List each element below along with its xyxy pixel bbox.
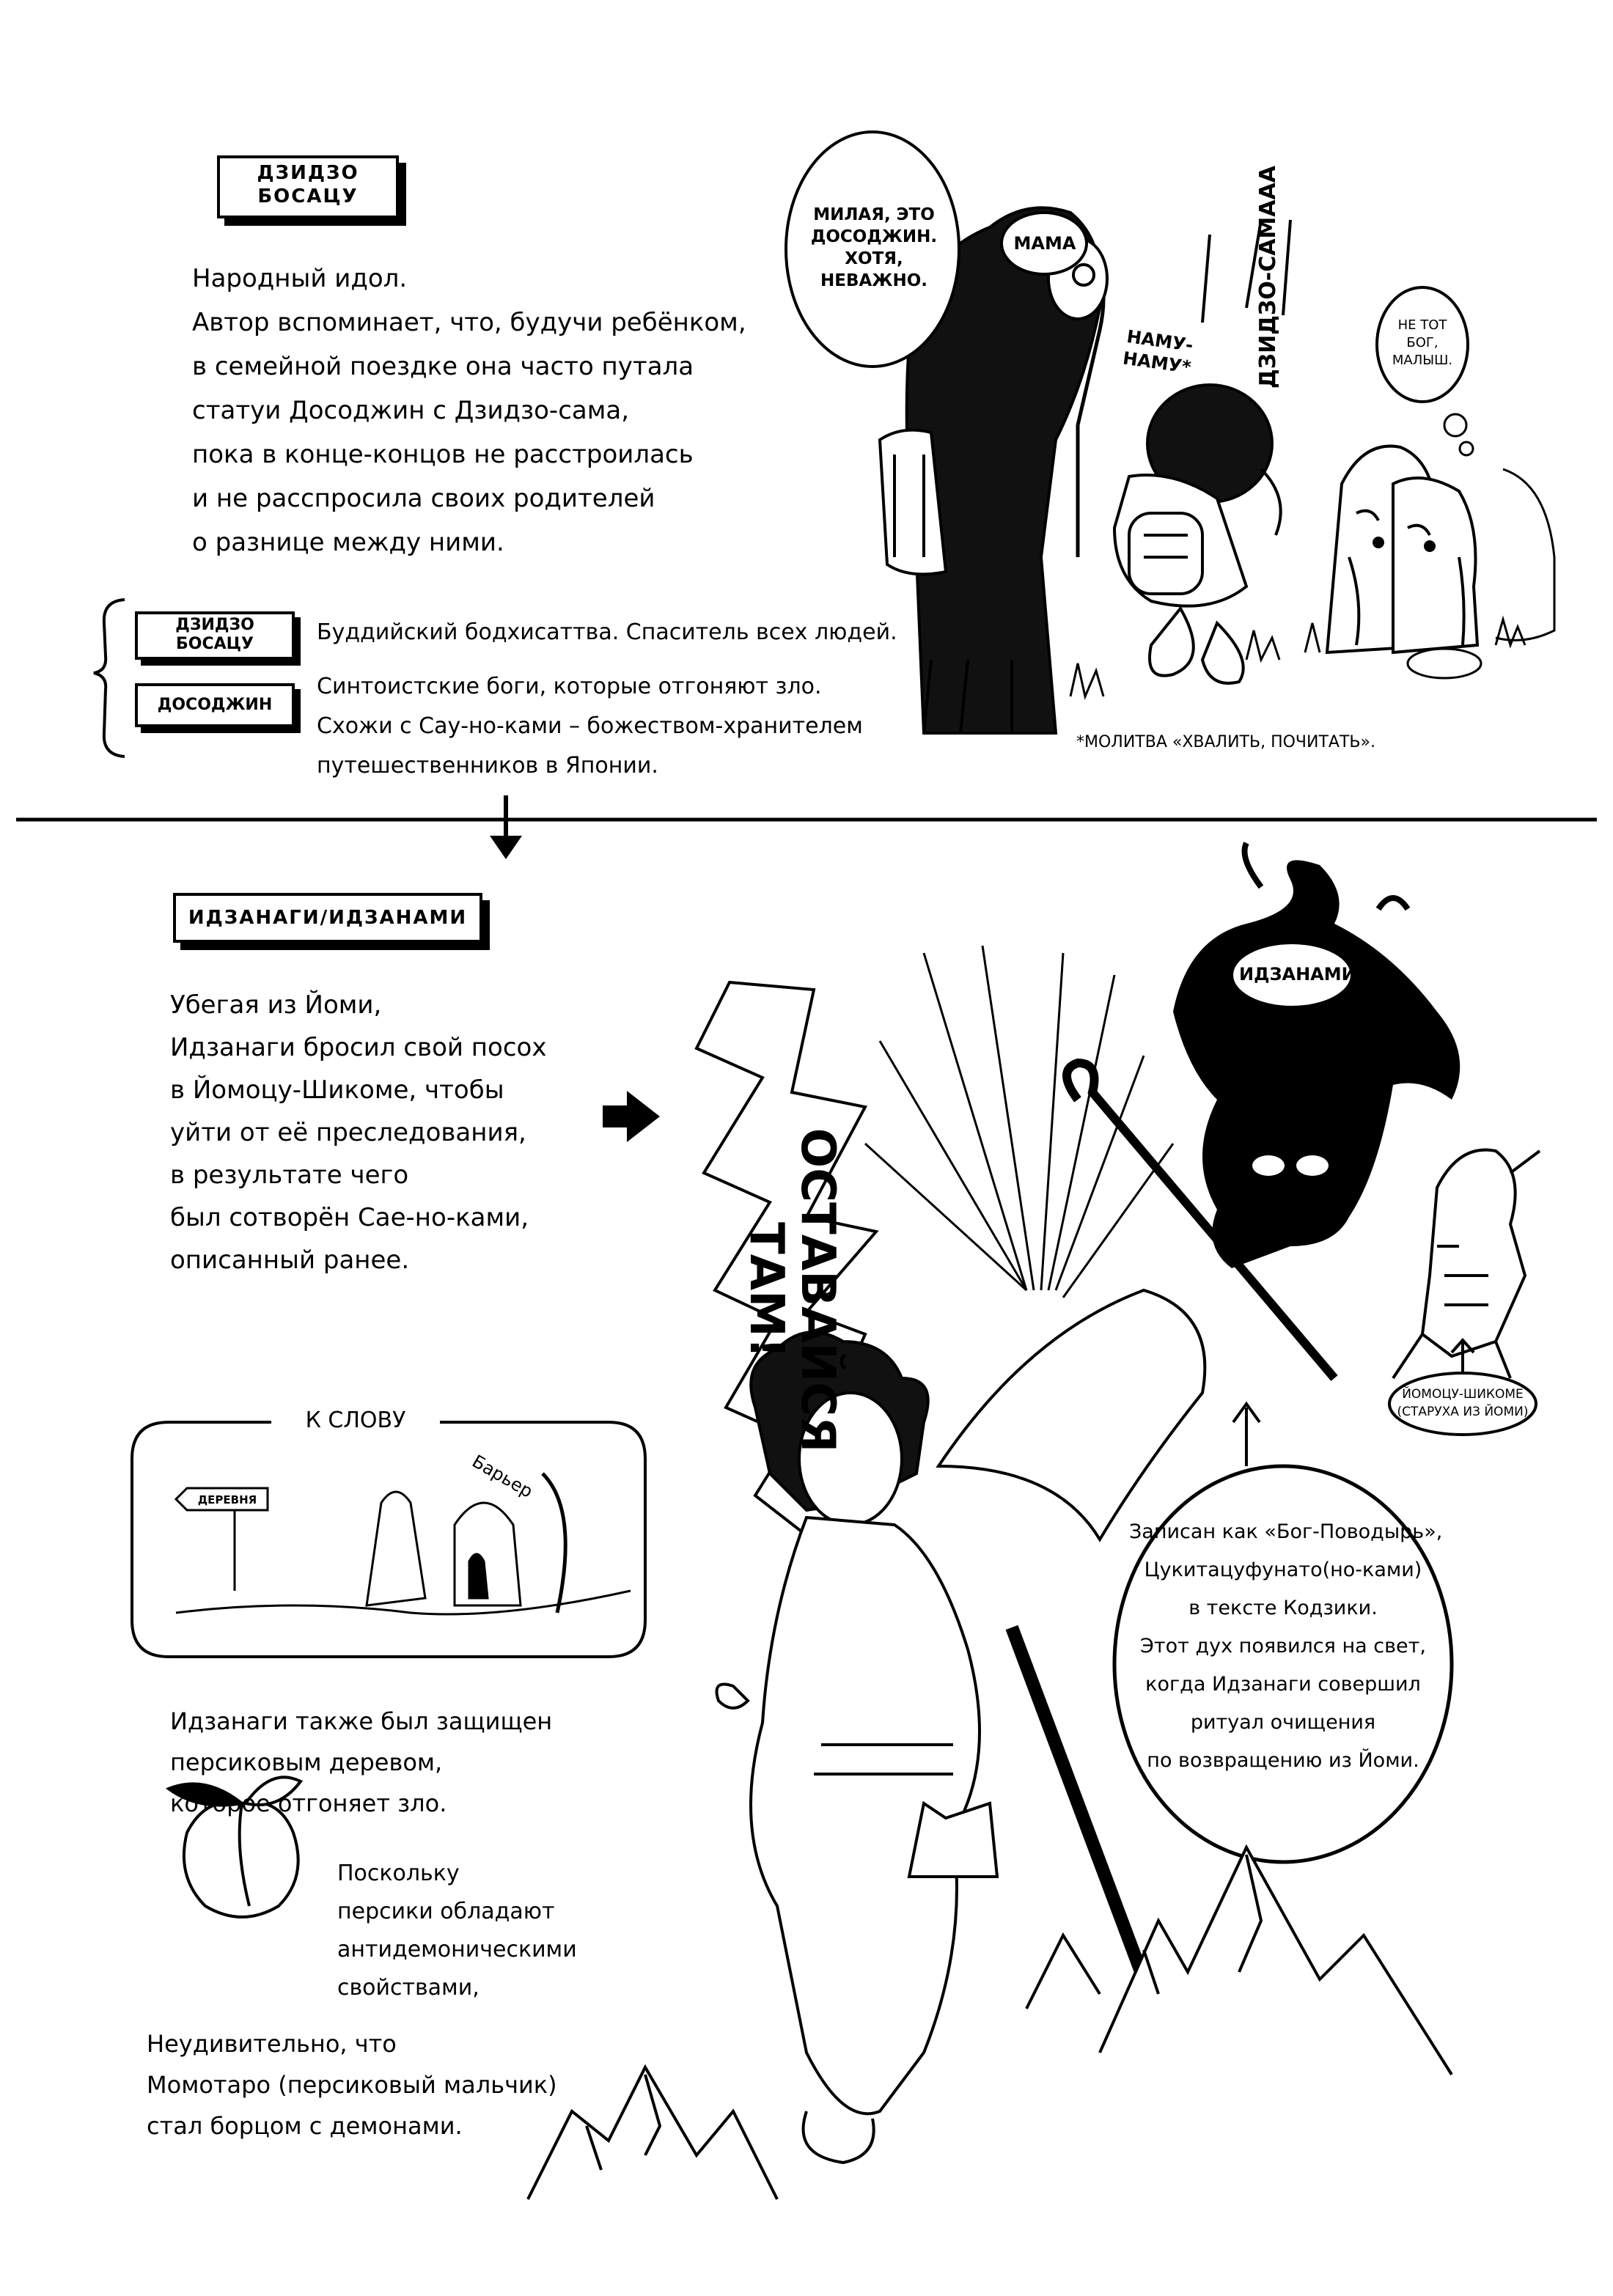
- bubble-line: ДОСОДЖИН.: [810, 227, 938, 246]
- def-term-line: ДОСОДЖИН: [157, 696, 273, 714]
- momotaro-text: [147, 2023, 557, 2146]
- def-text-line: Синтоистские боги, которые отгоняют зло.: [317, 674, 822, 699]
- def-term-jizo: [135, 611, 295, 660]
- circle-line: Этот дух появился на свет,: [1140, 1635, 1426, 1657]
- circle-line: ритуал очищения: [1190, 1711, 1376, 1734]
- thought-line: БОГ,: [1406, 335, 1439, 350]
- paragraph-line: стал борцом с демонами.: [147, 2112, 463, 2140]
- paragraph-line: в результате чего: [170, 1160, 409, 1190]
- speed-lines: [865, 946, 1173, 1298]
- peach-text: [170, 1701, 552, 1824]
- paragraph-line: которое отгоняет зло.: [170, 1789, 447, 1817]
- paragraph-line: был сотворён Сае-но-ками,: [170, 1203, 529, 1232]
- paragraph-line: антидемоническими: [337, 1937, 577, 1962]
- def-term-line: ДЗИДЗО: [175, 616, 254, 634]
- thought-dot-icon: [1460, 442, 1473, 455]
- paragraph-line: описанный ранее.: [170, 1245, 410, 1275]
- circle-line: в тексте Кодзики.: [1188, 1597, 1378, 1619]
- thought-line: МАЛЫШ.: [1392, 353, 1453, 368]
- paragraph-line: уйти от её преследования,: [170, 1118, 526, 1147]
- up-arrow-icon: [1233, 1404, 1260, 1466]
- circle-line: по возвращению из Йоми.: [1147, 1749, 1419, 1772]
- namu-line: НАМУ-: [1125, 325, 1195, 356]
- jizo-paragraph: [192, 257, 823, 564]
- barrier-text: Барьер: [469, 1451, 537, 1502]
- paragraph-line: в семейной поездке она часто путала: [192, 352, 694, 381]
- shout-text-vertical: ДЗИДЗО-САМААА: [1255, 166, 1281, 389]
- def-text-line: Буддийский бодхисаттва. Спаситель всех людей.: [317, 619, 897, 645]
- paragraph-line: персиковым деревом,: [170, 1748, 443, 1776]
- def-text-line: Схожи с Сау-но-ками – божеством-хранителем: [317, 713, 863, 739]
- circle-explanation-text: [1129, 1513, 1443, 1780]
- cape: [938, 1290, 1205, 1539]
- paragraph-line: Народный идол.: [192, 264, 408, 293]
- paragraph-line: Идзанаги бросил свой посох: [170, 1033, 547, 1062]
- paragraph-line: и не расспросила своих родителей: [192, 484, 655, 513]
- definitions-brace: [94, 600, 125, 757]
- mountains: [528, 1847, 1452, 2199]
- paragraph-line: персики обладают: [337, 1899, 555, 1924]
- paragraph-line: статуи Досоджин с Дзидзо-сама,: [192, 396, 630, 425]
- prayer-footnote: *МОЛИТВА «ХВАЛИТЬ, ПОЧИТАТЬ».: [1076, 733, 1375, 751]
- thought-line: НЕ ТОТ: [1397, 317, 1447, 333]
- paragraph-line: Автор вспоминает, что, будучи ребёнком,: [192, 308, 746, 337]
- jizo-statues: [1327, 446, 1477, 652]
- def-text-jizo: [317, 613, 897, 652]
- mom-speech-text: [806, 204, 941, 292]
- def-text-line: путешественников в Японии.: [317, 753, 658, 779]
- byword-title: К СЛОВУ: [277, 1406, 434, 1435]
- paragraph-line: Идзанаги также был защищен: [170, 1707, 553, 1735]
- paragraph-line: Момотаро (персиковый мальчик): [147, 2071, 557, 2099]
- def-term-line: БОСАЦУ: [175, 635, 254, 653]
- circle-line: когда Идзанаги совершил: [1145, 1673, 1421, 1696]
- mom-tag-text: МАМА: [1013, 233, 1076, 254]
- thought-text: [1380, 317, 1465, 369]
- paragraph-line: в Йомоцу-Шикоме, чтобы: [170, 1075, 504, 1105]
- circle-line: Цукитацуфунато(но-ками): [1144, 1559, 1422, 1581]
- paragraph-line: о разнице между ними.: [192, 528, 504, 557]
- stay-there-shout: ОСТАВАЙСЯ ТАМ!: [739, 1127, 845, 1453]
- namu-line: НАМУ*: [1121, 347, 1193, 378]
- jizo-label-line: ДЗИДЗО: [257, 162, 359, 184]
- jizo-label-line: БОСАЦУ: [257, 185, 359, 207]
- shikome-name: [1392, 1386, 1534, 1421]
- village-sign-text: ДЕРЕВНЯ: [197, 1493, 257, 1506]
- thought-dot-icon: [1444, 414, 1466, 436]
- izanagi-paragraph: [170, 984, 546, 1281]
- def-term-dosojin: [135, 683, 295, 727]
- shikome-line: ЙОМОЦУ-ШИКОМЕ: [1402, 1387, 1524, 1402]
- bubble-line: МИЛАЯ, ЭТО: [813, 205, 935, 224]
- paragraph-line: свойствами,: [337, 1975, 480, 2001]
- right-arrow-icon: [603, 1091, 660, 1142]
- bubble-line: ХОТЯ,: [845, 249, 903, 268]
- izanami-figure: [1173, 843, 1460, 1268]
- jizo-label: [217, 155, 399, 218]
- peach-side-text: [337, 1855, 577, 2007]
- shikome-line: (СТАРУХА ИЗ ЙОМИ): [1397, 1405, 1529, 1419]
- paragraph-line: Поскольку: [337, 1861, 460, 1886]
- paragraph-line: Убегая из Йоми,: [170, 990, 382, 1020]
- down-arrow-icon: [490, 795, 522, 859]
- paragraph-line: пока в конце-концов не расстроилась: [192, 440, 694, 469]
- paragraph-line: Неудивительно, что: [147, 2030, 397, 2058]
- def-text-dosojin: [317, 667, 863, 786]
- izanagi-label: ИДЗАНАГИ/ИДЗАНАМИ: [173, 893, 482, 943]
- izanami-name: ИДЗАНАМИ: [1239, 964, 1356, 985]
- bubble-line: НЕВАЖНО.: [820, 271, 927, 290]
- circle-line: Записан как «Бог-Поводырь»,: [1129, 1520, 1443, 1543]
